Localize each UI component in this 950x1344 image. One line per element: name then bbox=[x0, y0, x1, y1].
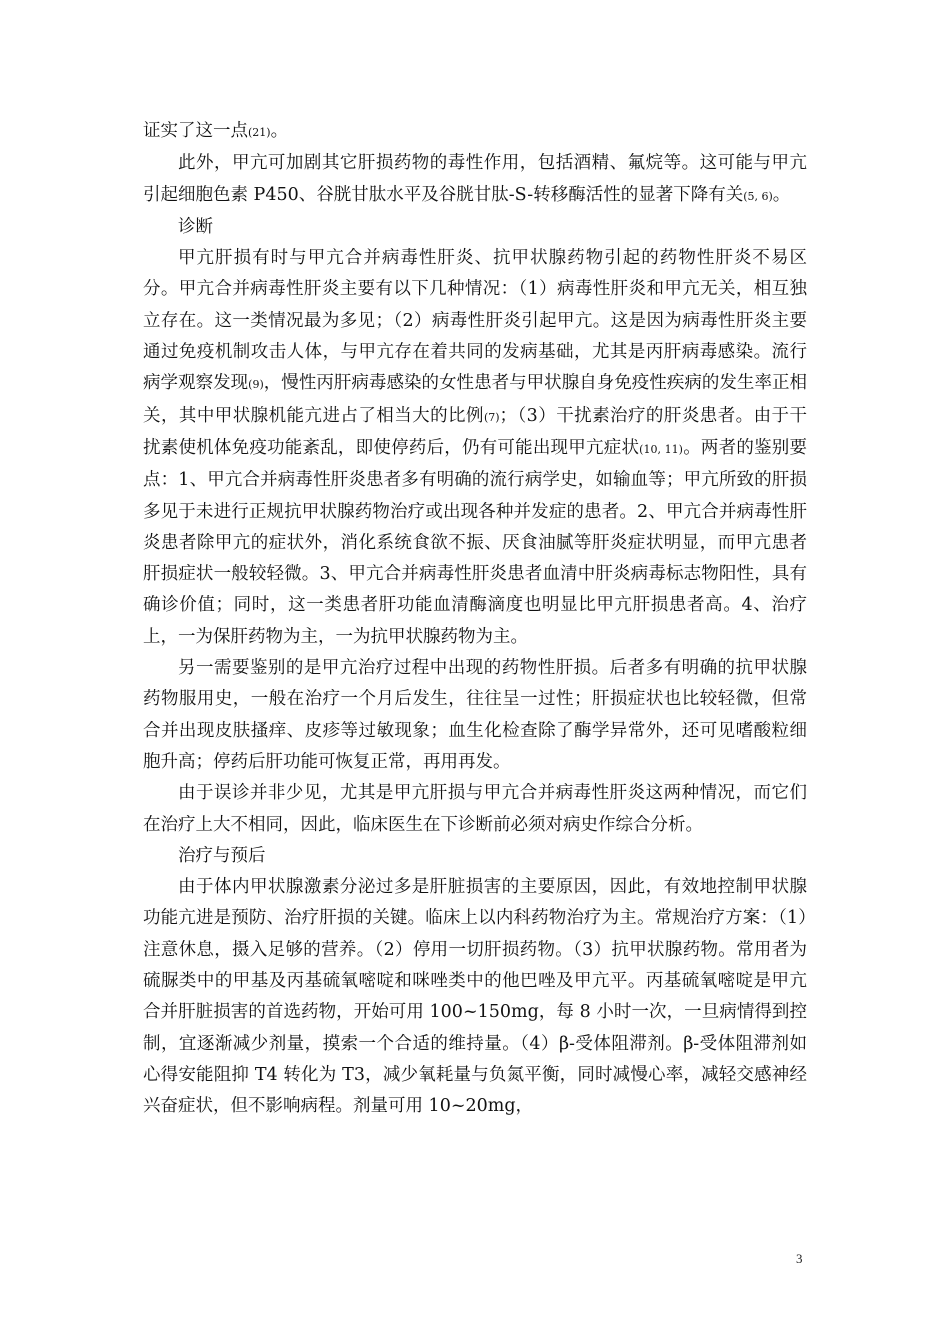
paragraph-text: 证实了这一点 bbox=[143, 121, 248, 141]
paragraph-text: 。 bbox=[772, 184, 791, 205]
paragraph bbox=[143, 243, 807, 653]
paragraph-text: 。两者的鉴别要点：1、甲亢合并病毒性肝炎患者多有明确的流行病学史，如输血等；甲亢所致的肝损多见于未进行正规抗甲状腺药物治疗或出现各种并发症的患者。2、甲亢合并病毒性肝炎患者除甲亢的症状外，消化系统食欲不振、厌食油腻等肝炎症状明显，而甲亢患者肝损症状一般较轻微。3、甲亢合并病毒性肝炎患者血清中肝炎病毒标志物阳性，具有确诊价值；同时，这一类患者肝功能血清酶滴度也明显比甲亢肝损患者高。4、治疗上，一为保肝药物为主，一为抗甲状腺药物为主。 bbox=[143, 437, 808, 647]
paragraph-text: 由于误诊并非少见，尤其是甲亢肝损与甲亢合并病毒性肝炎这两种情况，而它们在治疗上大不相同，因此，临床医生在下诊断前必须对病史作综合分析。 bbox=[143, 783, 807, 835]
paragraph bbox=[143, 148, 807, 212]
citation: (9) bbox=[248, 378, 264, 392]
document-body bbox=[143, 116, 807, 1123]
citation: (21) bbox=[248, 126, 271, 139]
paragraph bbox=[143, 872, 807, 1122]
page-number: 3 bbox=[796, 1251, 803, 1266]
section-heading-diagnosis: 诊断 bbox=[178, 216, 213, 237]
paragraph bbox=[143, 778, 807, 841]
paragraph bbox=[143, 653, 807, 778]
paragraph-text: ；（3）干扰素治疗的肝炎患者。由于干扰素使机体免疫功能紊乱，即使停药后，仍有可能出现甲亢症状 bbox=[143, 405, 807, 458]
citation: (10, 11) bbox=[639, 442, 683, 456]
citation: (7) bbox=[483, 410, 500, 424]
paragraph-text: 另一需要鉴别的是甲亢治疗过程中出现的药物性肝损。后者多有明确的抗甲状腺药物服用史，一般在治疗一个月后发生，往往呈一过性；肝损症状也比较轻微，但常合并出现皮肤搔痒、皮疹等过敏现象；血生化检查除了酶学异常外，还可见嗜酸粒细胞升高；停药后肝功能可恢复正常，再用再发。 bbox=[143, 658, 807, 772]
paragraph-text: 此外，甲亢可加剧其它肝损药物的毒性作用，包括酒精、氟烷等。这可能与甲亢引起细胞色素 P450、谷胱甘肽水平及谷胱甘肽-S-转移酶活性的显著下降有关 bbox=[143, 153, 807, 205]
paragraph-text: 由于体内甲状腺激素分泌过多是肝脏损害的主要原因，因此，有效地控制甲状腺功能亢进是预防、治疗肝损的关键。临床上以内科药物治疗为主。常规治疗方案：（1）注意休息，摄入足够的营养。（2）停用一切肝损药物。（3）抗甲状腺药物。常用者为硫脲类中的甲基及丙基硫氧嘧啶和咪唑类中的他巴唑及甲亢平。丙基硫氧嘧啶是甲亢合并肝脏损害的首选药物，开始可用 100~150mg，每 8 小时一次，一旦病情得到控制，宜逐渐减少剂量，摸索一个合适的维持量。（4）β-受体阻滞剂。β-受体阻滞剂如心得安能阻抑 T4 转化为 T3，减少氧耗量与负氮平衡，同时减慢心率，减轻交感神经兴奋症状，但不影响病程。剂量可用 10~20mg， bbox=[143, 877, 807, 1117]
paragraph bbox=[143, 116, 807, 148]
section-heading-treatment: 治疗与预后 bbox=[178, 845, 266, 866]
paragraph-text: 甲亢肝损有时与甲亢合并病毒性肝炎、抗甲状腺药物引起的药物性肝炎不易区分。甲亢合并病毒性肝炎主要有以下几种情况：（1）病毒性肝炎和甲亢无关，相互独立存在。这一类情况最为多见；（2）病毒性肝炎引起甲亢。这是因为病毒性肝炎主要通过免疫机制攻击人体，与甲亢存在着共同的发病基础，尤其是丙肝病毒感染。流行病学观察发现 bbox=[143, 248, 807, 394]
paragraph-text: ，慢性丙肝病毒感染的女性患者与甲状腺自身免疫性疾病的发生率正相关，其中甲状腺机能亢进占了相当大的比例 bbox=[143, 373, 808, 426]
paragraph-text: 。 bbox=[270, 121, 289, 141]
citation: (5, 6) bbox=[743, 189, 773, 203]
